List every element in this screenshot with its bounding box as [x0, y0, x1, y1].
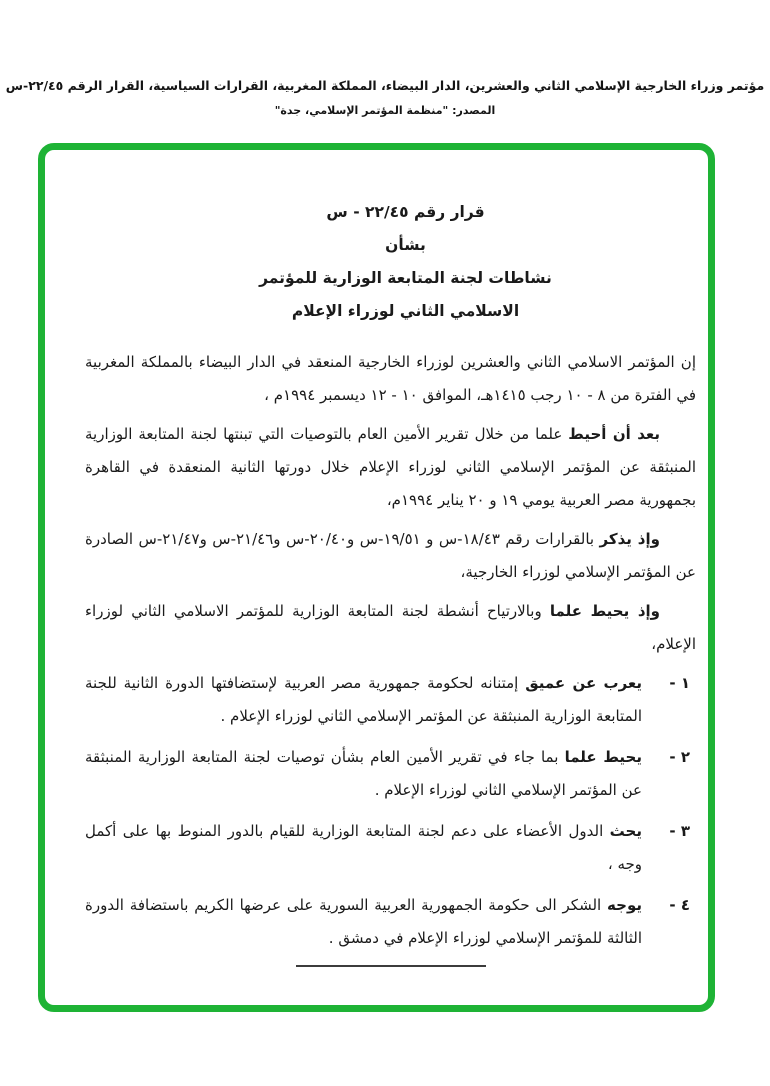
source-line: المصدر: "منظمة المؤتمر الإسلامي، جدة" — [274, 104, 496, 117]
resolution-title-block — [115, 196, 696, 328]
paragraph-lead-bold: بعد أن أحيط — [568, 425, 660, 443]
item-lead-bold: يحث — [609, 822, 642, 840]
paragraph-text: بالقرارات رقم ١٨/٤٣-س و ١٩/٥١-س و٢٠/٤٠-س و٢١/٤٦-س و٢١/٤٧-س الصادرة عن المؤتمر الإسلامي لوزراء الخارجية، — [85, 530, 696, 581]
resolution-item-1 — [85, 667, 696, 733]
resolution-item-4 — [85, 889, 696, 955]
paragraph-text: إن المؤتمر الاسلامي الثاني والعشرين لوزراء الخارجية المنعقد في الدار البيضاء بالمملكة المغربية في الفترة من ٨ - ١٠ رجب ١٤١٥هـ، الموافق ١٠ - ١٢ ديسمبر ١٩٩٤م ، — [85, 353, 696, 404]
resolution-subject-line-2: الاسلامي الثاني لوزراء الإعلام — [291, 302, 520, 320]
preamble-paragraph-2 — [85, 418, 696, 517]
end-of-document-rule — [296, 965, 486, 967]
item-number: ٣ - — [669, 822, 690, 840]
item-body: الشكر الى حكومة الجمهورية العربية السورية على عرضها الكريم باستضافة الدورة الثالثة للمؤتمر الإسلامي لوزراء الإعلام في دمشق . — [85, 896, 642, 947]
resolution-regarding-line: بشأن — [385, 236, 426, 254]
scanned-document-frame — [38, 143, 715, 1012]
item-text — [85, 741, 642, 807]
item-lead-bold: يعرب عن عميق — [525, 674, 642, 692]
item-text — [85, 667, 642, 733]
item-number: ٤ - — [669, 896, 690, 914]
item-body: بما جاء في تقرير الأمين العام بشأن توصيات لجنة المتابعة الوزارية المنبثقة عن المؤتمر الإسلامي الثاني لوزراء الإعلام . — [85, 748, 642, 799]
scanned-document-body — [45, 150, 708, 967]
item-lead-bold: يحيط علما — [564, 748, 642, 766]
item-lead-bold: يوجه — [607, 896, 642, 914]
item-number: ٢ - — [669, 748, 690, 766]
item-body: إمتنانه لحكومة جمهورية مصر العربية لإستضافتها الدورة الثانية للجنة المتابعة الوزارية المنبثقة عن المؤتمر الإسلامي الثاني لوزراء الإعلام . — [85, 674, 642, 725]
paragraph-lead-bold: وإذ يحيط علما — [549, 602, 661, 620]
preamble-paragraph-3 — [85, 523, 696, 589]
item-number: ١ - — [669, 674, 690, 692]
resolution-subject-line-1: نشاطات لجنة المتابعة الوزارية للمؤتمر — [259, 269, 552, 287]
resolution-item-2 — [85, 741, 696, 807]
item-text — [85, 889, 642, 955]
preamble-paragraph-4 — [85, 595, 696, 661]
item-body: الدول الأعضاء على دعم لجنة المتابعة الوزارية للقيام بالدور المنوط بها على أكمل وجه ، — [85, 822, 642, 873]
resolution-number-line: قرار رقم ٢٢/٤٥ - س — [326, 203, 485, 221]
item-text — [85, 815, 642, 881]
citation-line: مؤتمر وزراء الخارجية الإسلامي الثاني والعشرين، الدار البيضاء، المملكة المغربية، القرارات السياسية، القرار الرقم ٢٢/٤٥-س — [5, 78, 765, 93]
source-citation-header — [0, 78, 770, 117]
paragraph-text: وبالارتياح أنشطة لجنة المتابعة الوزارية للمؤتمر الاسلامي الثاني لوزراء الإعلام، — [85, 602, 696, 653]
resolution-item-3 — [85, 815, 696, 881]
paragraph-text: علما من خلال تقرير الأمين العام بالتوصيات التي تبنتها لجنة المتابعة الوزارية المنبثقة عن المؤتمر الإسلامي الثاني لوزراء الإعلام خلال دورتها الثانية المنعقدة في القاهرة بجمهورية مصر العربية يومي ١٩ و ٢٠ يناير ١٩٩٤م، — [85, 425, 696, 509]
paragraph-lead-bold: وإذ يذكر — [599, 530, 660, 548]
preamble-paragraph-1 — [85, 346, 696, 412]
